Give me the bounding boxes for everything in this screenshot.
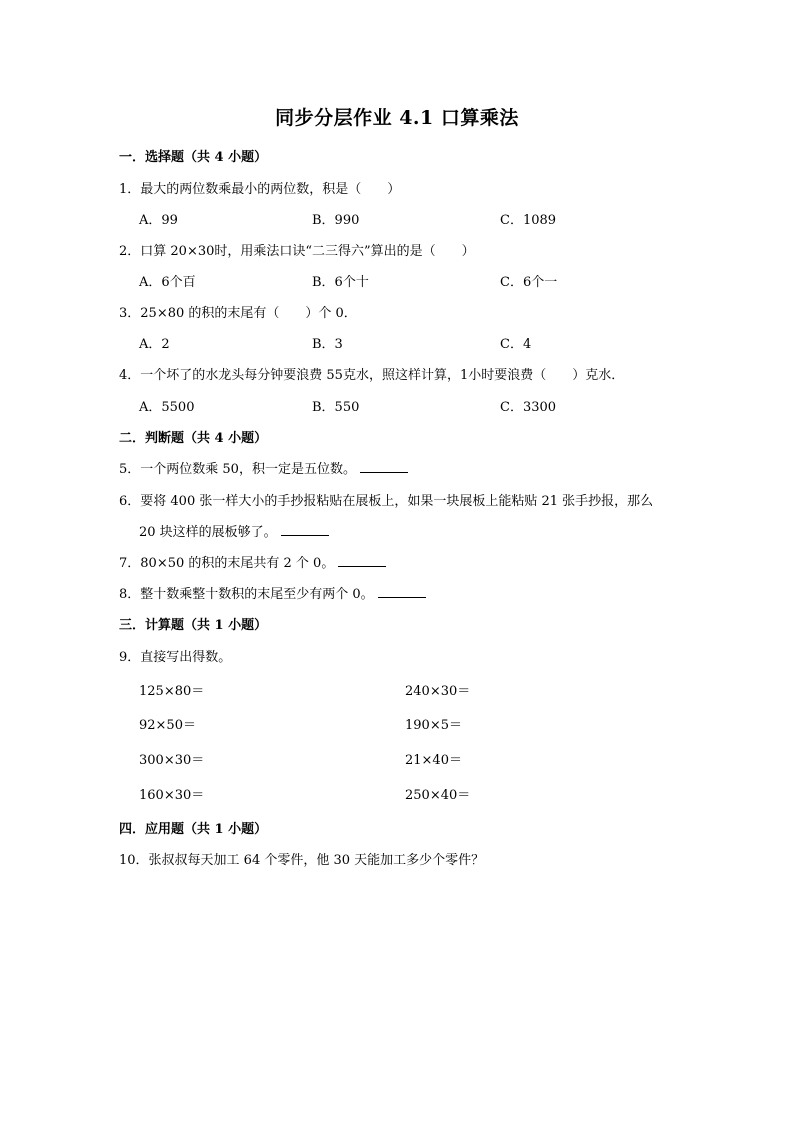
calc-item: 160×30＝ [139,788,205,803]
q3-option-a: A．2 [139,337,170,352]
q2-option-a: A．6个百 [139,275,196,290]
q1-option-b: B．990 [312,213,360,228]
calc-item: 250×40＝ [405,788,471,803]
calc-item: 21×40＝ [405,753,462,768]
q4-option-a: A．5500 [139,400,195,415]
answer-blank[interactable] [360,460,408,473]
question-4: 4．一个坏了的水龙头每分钟要浪费 55克水，照这样计算，1小时要浪费（ ）克水． [119,368,625,383]
calc-item: 300×30＝ [139,753,205,768]
question-5-text: 5．一个两位数乘 50，积一定是五位数。 [119,462,356,477]
question-7 [119,552,386,571]
page-title: 同步分层作业 4.1 口算乘法 [275,107,519,129]
section-heading-application: 四．应用题（共 1 小题） [119,822,268,837]
section-heading-calculation: 三．计算题（共 1 小题） [119,618,268,633]
calc-item: 125×80＝ [139,684,205,699]
answer-blank[interactable] [338,554,386,567]
question-7-text: 7．80×50 的积的末尾共有 2 个 0。 [119,556,335,571]
section-heading-judgment: 二．判断题（共 4 小题） [119,431,268,446]
q2-option-c: C．6个一 [500,275,558,290]
question-5 [119,458,408,477]
calc-item: 240×30＝ [405,684,471,699]
question-9: 9．直接写出得数。 [119,650,232,665]
question-6-line-2: 20 块这样的展板够了。 [139,525,277,540]
calc-item: 190×5＝ [405,718,462,733]
q1-option-c: C．1089 [500,213,557,228]
question-8-text: 8．整十数乘整十数积的末尾至少有两个 0。 [119,587,374,602]
question-10: 10．张叔叔每天加工 64 个零件，他 30 天能加工多少个零件？ [119,853,485,868]
answer-blank[interactable] [378,585,426,598]
question-3: 3．25×80 的积的末尾有（ ）个 0． [119,306,357,321]
q3-option-b: B．3 [312,337,343,352]
q1-option-a: A．99 [139,213,178,228]
question-6 [139,521,329,540]
calc-item: 92×50＝ [139,718,196,733]
q3-option-c: C．4 [500,337,532,352]
question-2: 2．口算 20×30时，用乘法口诀“二三得六”算出的是（ ） [119,244,475,259]
question-8 [119,583,426,602]
section-heading-choice: 一．选择题（共 4 小题） [119,150,268,165]
answer-blank[interactable] [281,523,329,536]
question-1: 1．最大的两位数乘最小的两位数，积是（ ） [119,182,401,197]
q4-option-c: C．3300 [500,400,557,415]
question-6-line-1: 6．要将 400 张一样大小的手抄报粘贴在展板上，如果一块展板上能粘贴 21 张手抄报，那么 [119,494,654,509]
q2-option-b: B．6个十 [312,275,369,290]
q4-option-b: B．550 [312,400,360,415]
